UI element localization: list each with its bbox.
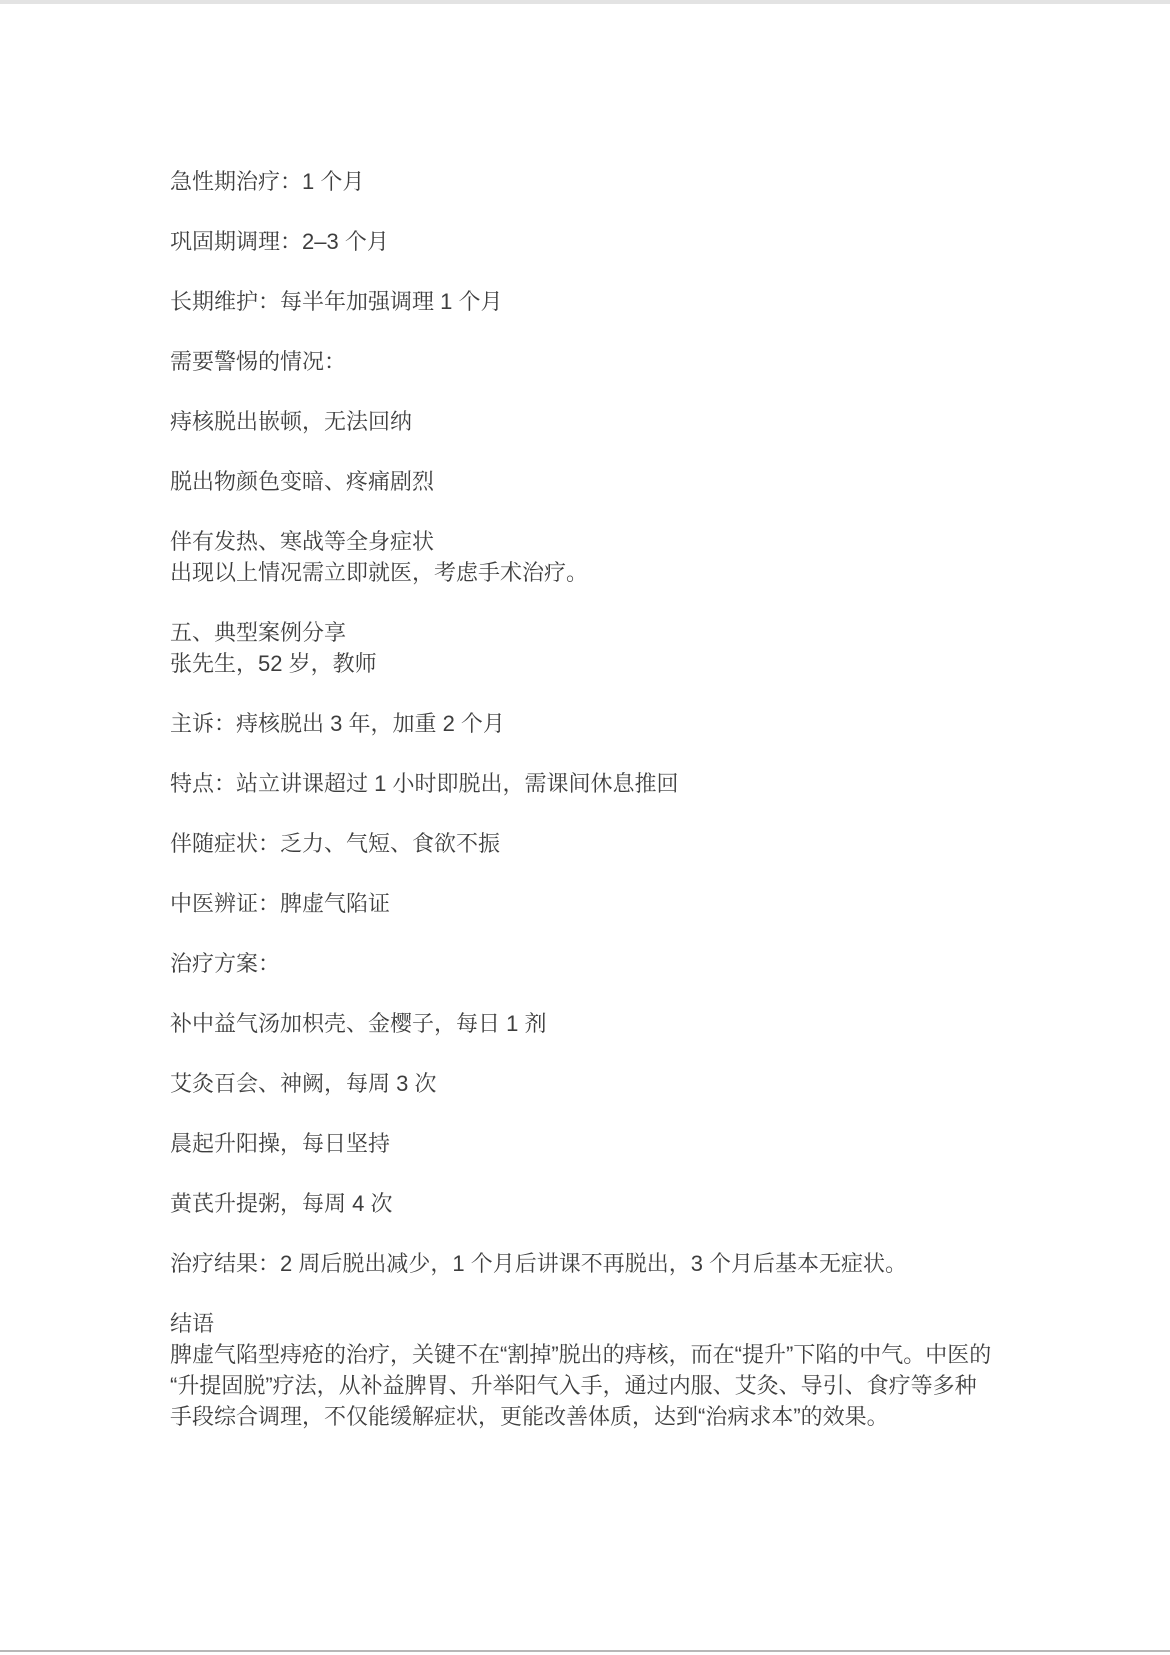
page-top-divider: [0, 0, 1170, 4]
paragraph: 急性期治疗：1 个月: [170, 169, 365, 194]
paragraph: 特点：站立讲课超过 1 小时即脱出，需课间休息推回: [170, 771, 679, 796]
paragraph: 五、典型案例分享 张先生，52 岁，教师: [170, 620, 377, 676]
paragraph: 长期维护：每半年加强调理 1 个月: [170, 289, 503, 314]
paragraph: 脱出物颜色变暗、疼痛剧烈: [170, 469, 435, 494]
paragraph: 中医辨证：脾虚气陷证: [170, 891, 391, 916]
paragraph: 晨起升阳操，每日坚持: [170, 1131, 391, 1156]
paragraph: 治疗结果：2 周后脱出减少，1 个月后讲课不再脱出，3 个月后基本无症状。: [170, 1251, 908, 1276]
paragraph: 主诉：痔核脱出 3 年，加重 2 个月: [170, 711, 505, 736]
paragraph: 伴随症状：乏力、气短、食欲不振: [170, 831, 501, 856]
paragraph: 结语 脾虚气陷型痔疮的治疗，关键不在“割掉”脱出的痔核，而在“提升”下陷的中气。中医的“升提固脱”疗法，从补益脾胃、升举阳气入手，通过内服、艾灸、导引、食疗等多种手段综合调理，不仅能缓解症状，更能改善体质，达到“治病求本”的效果。: [170, 1311, 992, 1429]
paragraph: 伴有发热、寒战等全身症状 出现以上情况需立即就医，考虑手术治疗。: [170, 529, 589, 585]
paragraph: 补中益气汤加枳壳、金樱子，每日 1 剂: [170, 1011, 547, 1036]
document-body-text: [170, 166, 998, 1432]
page-bottom-divider: [0, 1650, 1170, 1652]
paragraph: 黄芪升提粥，每周 4 次: [170, 1191, 393, 1216]
paragraph: 艾灸百会、神阙，每周 3 次: [170, 1071, 437, 1096]
paragraph: 治疗方案：: [170, 951, 281, 976]
paragraph: 需要警惕的情况：: [170, 349, 347, 374]
paragraph: 巩固期调理：2–3 个月: [170, 229, 389, 254]
paragraph: 痔核脱出嵌顿，无法回纳: [170, 409, 413, 434]
